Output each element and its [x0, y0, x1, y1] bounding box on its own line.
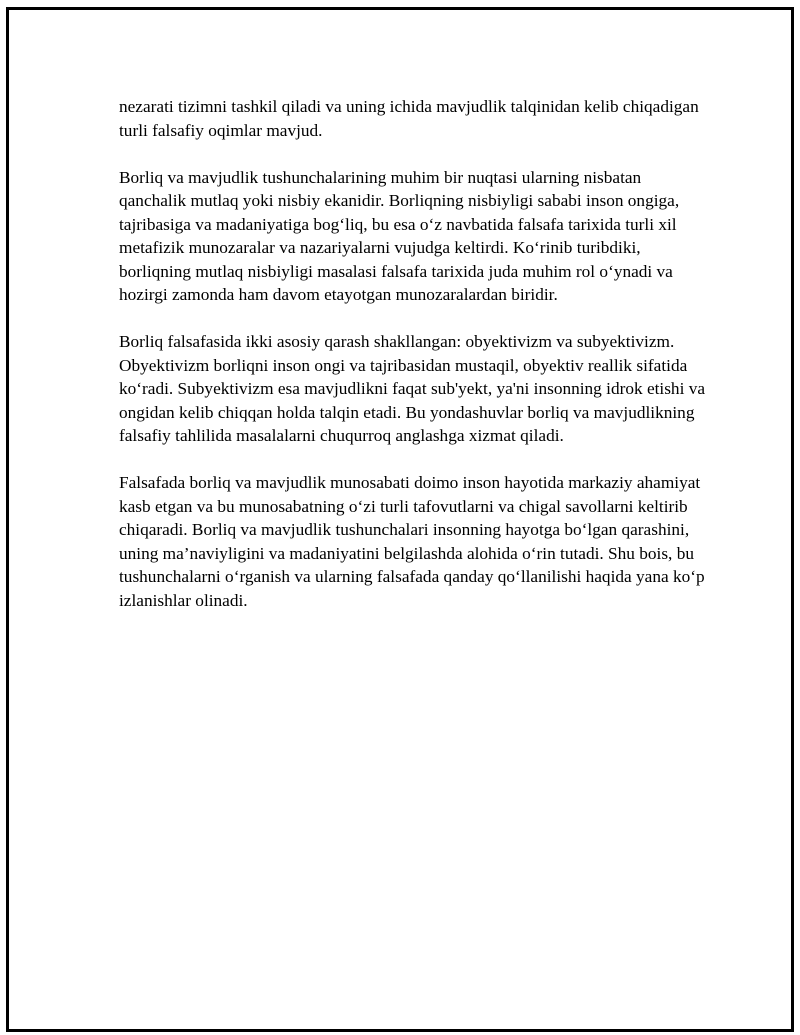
paragraph-2: Borliq va mavjudlik tushunchalarining muhim bir nuqtasi ularning nisbatan qanchalik mutlaq yoki nisbiy ekanidir. Borliqning nisbiyligi sababi inson ongiga, tajribasiga va madaniyatiga bog‘liq, bu esa o‘z navbatida falsafa tarixida turli xil metafizik munozaralar va nazariyalarni vujudga keltirdi. Ko‘rinib turibdiki, borliqning mutlaq nisbiyligi masalasi falsafa tarixida juda muhim rol o‘ynadi va hozirgi zamonda ham davom etayotgan munozaralardan biridir.: [119, 167, 680, 304]
document-page: [6, 7, 794, 1032]
paragraph-3: Borliq falsafasida ikki asosiy qarash shakllangan: obyektivizm va subyektivizm. Obyektivizm borliqni inson ongi va tajribasidan mustaqil, obyektiv reallik sifatida ko‘radi. Subyektivizm esa mavjudlikni faqat sub'yekt, ya'ni insonning idrok etishi va ongidan kelib chiqqan holda talqin etadi. Bu yondashuvlar borliq va mavjudlikning falsafiy tahlilida masalalarni chuqurroq anglashga xizmat qiladi.: [119, 332, 706, 445]
paragraph-4: Falsafada borliq va mavjudlik munosabati doimo inson hayotida markaziy ahamiyat kasb etgan va bu munosabatning o‘zi turli tafovutlarni va chigal savollarni keltirib chiqaradi. Borliq va mavjudlik tushunchalari insonning hayotga bo‘lgan qarashini, uning ma’naviyligini va madaniyatini belgilashda alohida o‘rin tutadi. Shu bois, bu tushunchalarni o‘rganish va ularning falsafada qanday qo‘llanilishi haqida yana ko‘p izlanishlar olinadi.: [119, 473, 705, 610]
document-body: [119, 95, 709, 636]
paragraph-1: nezarati tizimni tashkil qiladi va uning ichida mavjudlik talqinidan kelib chiqadigan turli falsafiy oqimlar mavjud.: [119, 97, 699, 140]
